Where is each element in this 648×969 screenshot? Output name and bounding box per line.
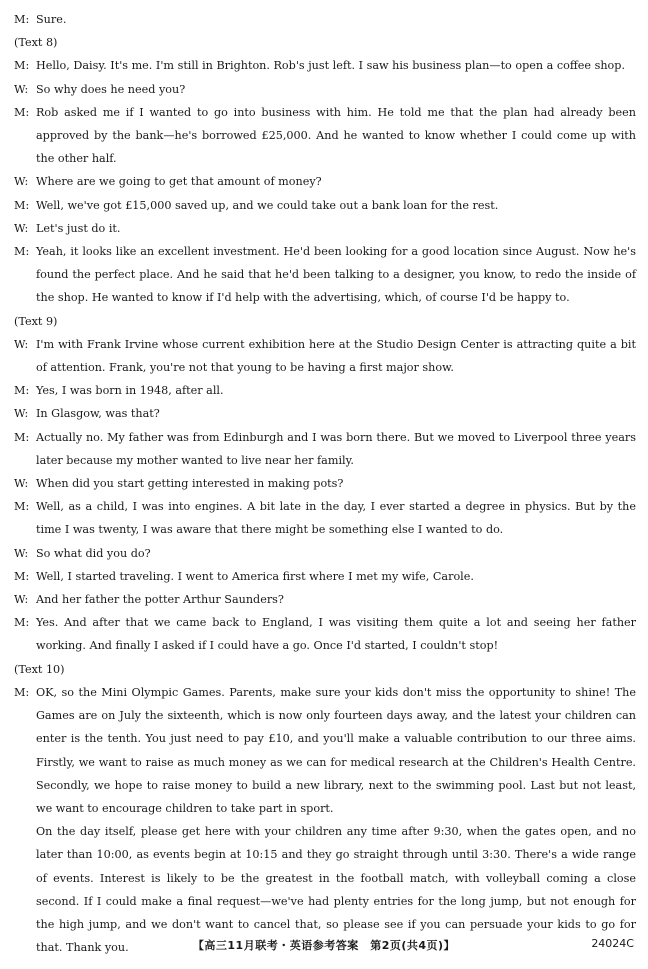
dialogue-line bbox=[14, 426, 636, 472]
dialogue-text: In Glasgow, was that? bbox=[36, 407, 160, 421]
dialogue-text: So why does he need you? bbox=[36, 82, 186, 96]
dialogue-text: Yes. And after that we came back to England, I was visiting them quite a lot and seeing her father working. And finally I asked if I could have a go. Once I'd started, I couldn't stop! bbox=[36, 616, 636, 653]
dialogue-text: And her father the potter Arthur Saunders? bbox=[36, 593, 284, 607]
speaker-label: W: bbox=[14, 337, 29, 351]
dialogue-line bbox=[14, 240, 636, 310]
dialogue-line bbox=[14, 333, 636, 379]
speaker-label: M: bbox=[14, 198, 30, 212]
dialogue-line bbox=[14, 78, 636, 101]
dialogue-line bbox=[14, 54, 636, 77]
dialogue-line bbox=[14, 101, 636, 171]
dialogue-text: Well, I started traveling. I went to America first where I met my wife, Carole. bbox=[36, 569, 474, 583]
dialogue-line bbox=[14, 217, 636, 240]
dialogue-text: Yeah, it looks like an excellent investment. He'd been looking for a good location since August. Now he's found the perfect place. And he said that he'd been talking to a designer, you know, to redo the inside of the shop. He wanted to know if I'd help with the advertising, which, of course I'd be happy to. bbox=[36, 245, 636, 305]
dialogue-line bbox=[14, 565, 636, 588]
dialogue-text: So what did you do? bbox=[36, 546, 151, 560]
speaker-label: W: bbox=[14, 546, 29, 560]
dialogue-line bbox=[14, 542, 636, 565]
dialogue-text: Yes, I was born in 1948, after all. bbox=[36, 384, 224, 398]
dialogue-line bbox=[14, 8, 636, 31]
transcript-document bbox=[14, 8, 636, 959]
speaker-label: M: bbox=[14, 616, 30, 630]
dialogue-text: Where are we going to get that amount of money? bbox=[36, 175, 322, 189]
speaker-label: W: bbox=[14, 175, 29, 189]
dialogue-text: When did you start getting interested in making pots? bbox=[36, 477, 344, 491]
speaker-label: M: bbox=[14, 569, 30, 583]
dialogue-line bbox=[14, 472, 636, 495]
speaker-label: M: bbox=[14, 245, 30, 259]
dialogue-paragraph: On the day itself, please get here with your children any time after 9:30, when the gates open, and no later than 10:00, as events begin at 10:15 and they go straight through until 3:30. There's a wide range of events. Interest is likely to be the greatest in the football match, with volleyball coming a close second. If I could make a final request—we've had plenty entries for the long jump, but not enough for the high jump, and we don't want to cancel that, so please see if you can persuade your kids to go for that. Thank you. bbox=[36, 825, 636, 955]
dialogue-line bbox=[14, 379, 636, 402]
speaker-label: W: bbox=[14, 82, 29, 96]
dialogue-text: Well, we've got £15,000 saved up, and we could take out a bank loan for the rest. bbox=[36, 198, 499, 212]
dialogue-text: Sure. bbox=[36, 13, 67, 26]
speaker-label: W: bbox=[14, 593, 29, 607]
footer-page-info: 【高三11月联考・英语参考答案 第2页(共4页)】 bbox=[192, 939, 456, 952]
dialogue-text: Hello, Daisy. It's me. I'm still in Brighton. Rob's just left. I saw his business plan—to open a coffee shop. bbox=[36, 59, 626, 73]
dialogue-line bbox=[14, 402, 636, 425]
dialogue-text: Well, as a child, I was into engines. A bit late in the day, I ever started a degree in physics. But by the time I was twenty, I was aware that there might be something else I wanted to do. bbox=[36, 500, 636, 537]
dialogue-text: Let's just do it. bbox=[36, 221, 121, 235]
page-footer bbox=[0, 937, 648, 957]
dialogue-line bbox=[14, 170, 636, 193]
speaker-label: W: bbox=[14, 407, 29, 421]
dialogue-text: OK, so the Mini Olympic Games. Parents, make sure your kids don't miss the opportunity to shine! The Games are on July the sixteenth, which is now only fourteen days away, and the latest your children can enter is the tenth. You just need to pay £10, and you'll make a valuable contribution to our three aims. Firstly, we want to raise as much money as we can for medical research at the Children's Health Centre. Secondly, we hope to raise money to build a new library, next to the swimming pool. Last but not least, we want to encourage children to take part in sport. bbox=[36, 685, 636, 815]
speaker-label: M: bbox=[14, 430, 30, 444]
speaker-label: M: bbox=[14, 105, 30, 119]
speaker-label: M: bbox=[14, 500, 30, 514]
speaker-label: M: bbox=[14, 685, 30, 699]
dialogue-line bbox=[14, 611, 636, 657]
speaker-label: M: bbox=[14, 13, 30, 26]
speaker-label: M: bbox=[14, 384, 30, 398]
dialogue-text: I'm with Frank Irvine whose current exhibition here at the Studio Design Center is attracting quite a bit of attention. Frank, you're not that young to be having a first major show. bbox=[36, 337, 636, 375]
speaker-label: M: bbox=[14, 59, 30, 73]
dialogue-line bbox=[14, 681, 636, 820]
dialogue-line bbox=[14, 588, 636, 611]
speaker-label: W: bbox=[14, 477, 29, 491]
dialogue-line bbox=[14, 194, 636, 217]
footer-exam-code: 24024C bbox=[591, 937, 634, 950]
speaker-label: W: bbox=[14, 221, 29, 235]
section-heading: (Text 8) bbox=[14, 36, 58, 50]
dialogue-text: Actually no. My father was from Edinburgh and I was born there. But we moved to Liverpool three years later because my mother wanted to live near her family. bbox=[36, 430, 636, 467]
dialogue-line bbox=[14, 495, 636, 541]
dialogue-text: Rob asked me if I wanted to go into business with him. He told me that the plan had already been approved by the bank—he's borrowed £25,000. And he wanted to know whether I could come up with the other half. bbox=[36, 105, 636, 166]
section-heading: (Text 9) bbox=[14, 314, 58, 328]
section-heading: (Text 10) bbox=[14, 662, 65, 676]
